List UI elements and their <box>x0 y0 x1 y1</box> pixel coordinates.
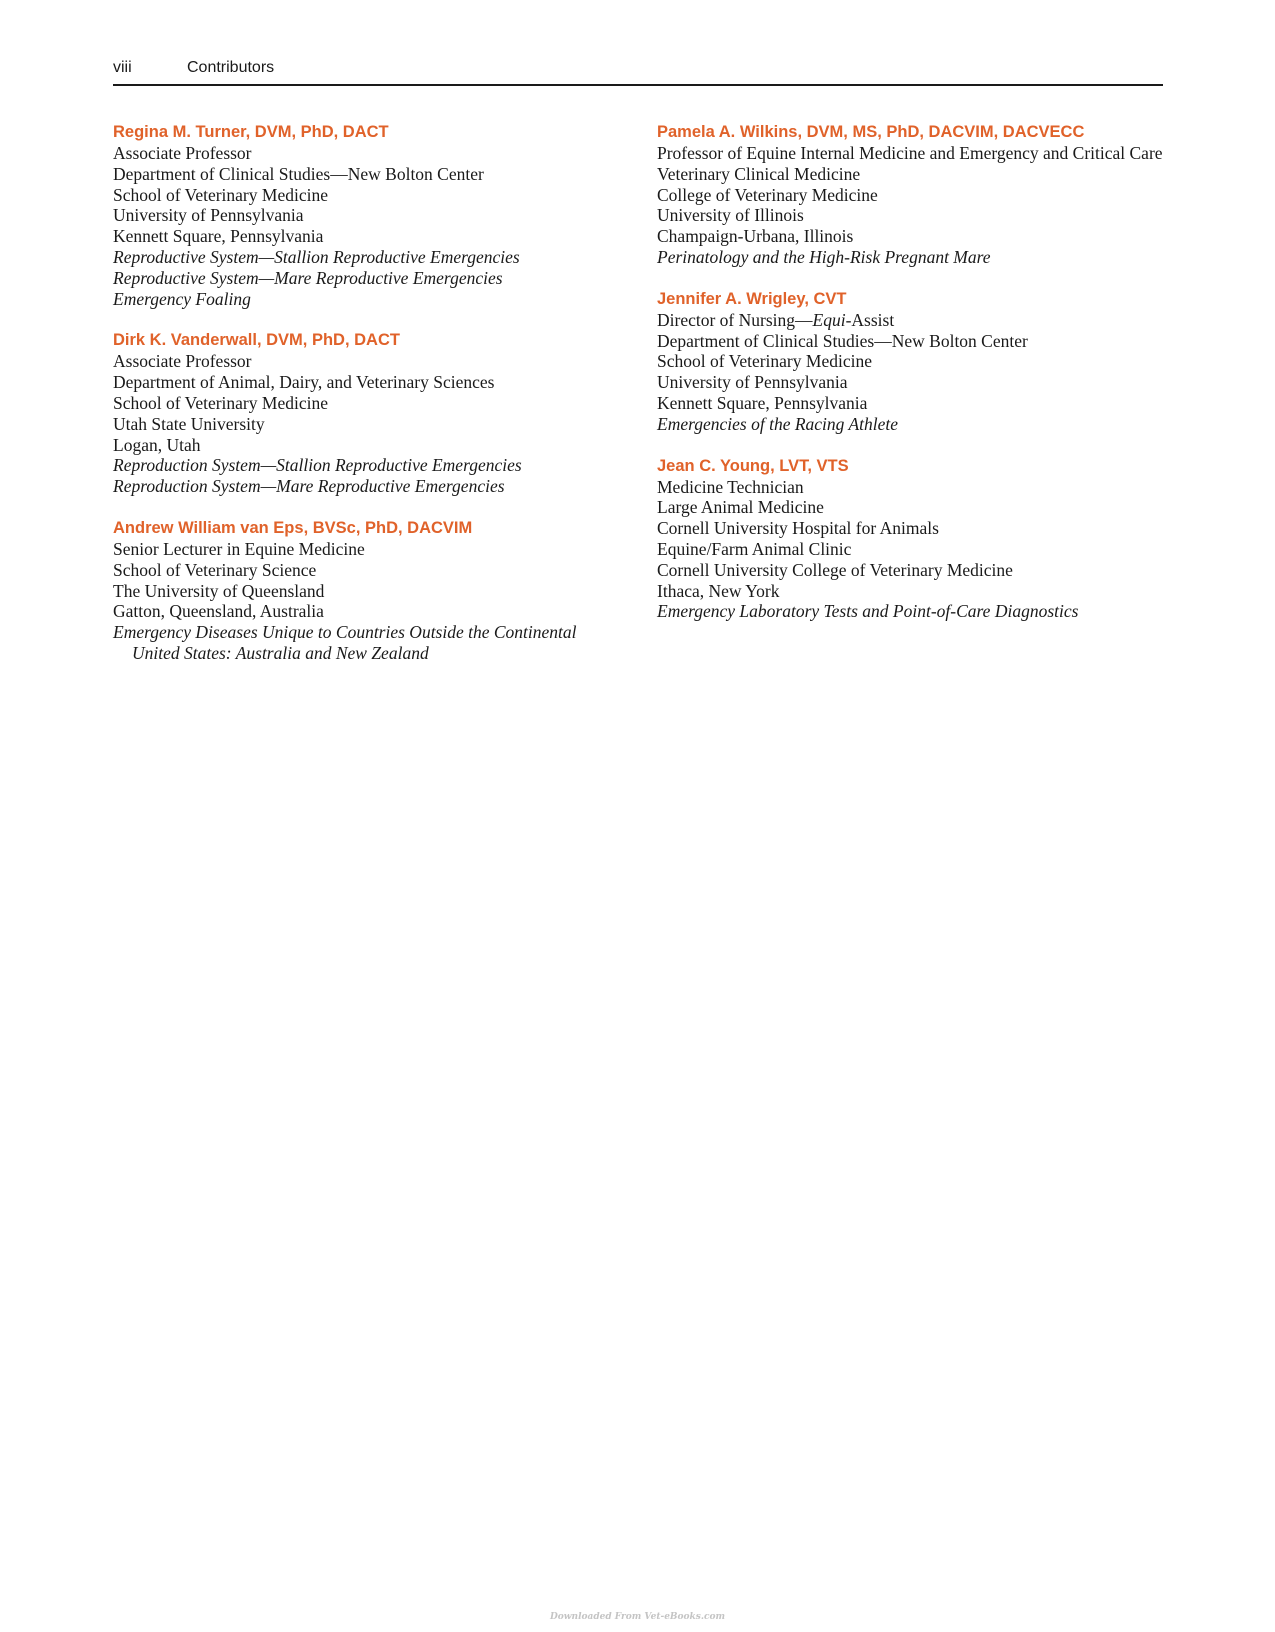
affiliation-line: Department of Clinical Studies—New Bolton Center <box>113 163 484 184</box>
affiliation-line: Equine/Farm Animal Clinic <box>657 538 852 559</box>
contributor-entry <box>657 289 1167 435</box>
affiliation-line: Veterinary Clinical Medicine <box>657 163 861 184</box>
affiliation-line: Kennett Square, Pennsylvania <box>113 226 324 247</box>
chapter-title: Perinatology and the High-Risk Pregnant Mare <box>657 246 991 267</box>
affiliation-line: Cornell University College of Veterinary Medicine <box>657 559 1013 580</box>
contributor-entry <box>657 456 1167 623</box>
download-watermark: Downloaded From Vet-eBooks.com <box>550 1612 725 1622</box>
affiliation-line: Associate Professor <box>113 351 252 372</box>
contributor-name: Jennifer A. Wrigley, CVT <box>657 289 847 308</box>
affiliation-line: University of Pennsylvania <box>657 372 848 393</box>
contributor-name: Pamela A. Wilkins, DVM, MS, PhD, DACVIM, DACVECC <box>657 123 1085 141</box>
affiliation-line: Gatton, Queensland, Australia <box>113 601 324 622</box>
contributor-entry <box>113 330 623 497</box>
right-column <box>657 122 1167 643</box>
affiliation-line: Kennett Square, Pennsylvania <box>657 392 868 413</box>
affiliation-line: School of Veterinary Medicine <box>113 184 328 205</box>
affiliation-line: University of Illinois <box>657 205 804 226</box>
chapter-title: Reproduction System—Mare Reproductive Emergencies <box>113 476 505 497</box>
contributor-name: Andrew William van Eps, BVSc, PhD, DACVIM <box>113 518 473 537</box>
contributor-name: Regina M. Turner, DVM, PhD, DACT <box>113 123 389 141</box>
chapter-title: Emergency Laboratory Tests and Point-of-Care Diagnostics <box>657 601 1079 622</box>
job-title-prefix: Director of Nursing— <box>657 309 813 330</box>
running-head <box>113 57 1163 86</box>
affiliation-line: Department of Clinical Studies—New Bolton Center <box>657 330 1028 351</box>
affiliation-line: Champaign-Urbana, Illinois <box>657 226 854 247</box>
contributor-entry <box>113 518 623 664</box>
chapter-title: Reproductive System—Mare Reproductive Emergencies <box>113 267 503 288</box>
affiliation-line: School of Veterinary Medicine <box>657 351 872 372</box>
job-title-suffix: -Assist <box>845 309 895 330</box>
chapter-title: Emergency Diseases Unique to Countries Outside the Continental United States: Australia and New Zealand <box>113 622 577 663</box>
affiliation-line: Logan, Utah <box>113 434 201 455</box>
chapter-title: Emergencies of the Racing Athlete <box>657 413 899 434</box>
page-number: viii <box>113 59 132 76</box>
chapter-title: Emergency Foaling <box>113 288 251 309</box>
affiliation-line: University of Pennsylvania <box>113 205 304 226</box>
affiliation-line: Ithaca, New York <box>657 580 780 601</box>
affiliation-line: School of Veterinary Medicine <box>113 392 328 413</box>
affiliation-line: Associate Professor <box>113 143 252 163</box>
contributor-entry <box>113 122 623 309</box>
affiliation-line: College of Veterinary Medicine <box>657 184 878 205</box>
affiliation-line: Professor of Equine Internal Medicine and Emergency and Critical Care <box>657 143 1163 163</box>
section-title: Contributors <box>187 59 275 76</box>
chapter-title: Reproductive System—Stallion Reproductive Emergencies <box>113 246 520 267</box>
contributor-name: Dirk K. Vanderwall, DVM, PhD, DACT <box>113 331 400 350</box>
affiliation-line: Department of Animal, Dairy, and Veterinary Sciences <box>113 372 495 393</box>
job-title-italic: Equi <box>812 309 846 330</box>
affiliation-line: Large Animal Medicine <box>657 497 824 518</box>
affiliation-line: Cornell University Hospital for Animals <box>657 518 939 539</box>
chapter-title: Reproduction System—Stallion Reproductive Emergencies <box>113 455 522 476</box>
affiliation-line: Medicine Technician <box>657 476 804 497</box>
contributor-entry <box>657 122 1167 268</box>
affiliation-line: Senior Lecturer in Equine Medicine <box>113 538 365 559</box>
affiliation-line: The University of Queensland <box>113 580 325 601</box>
affiliation-line: Utah State University <box>113 413 265 434</box>
job-title-line <box>657 310 1167 331</box>
contributor-name: Jean C. Young, LVT, VTS <box>657 456 849 475</box>
left-column <box>113 122 623 685</box>
affiliation-line: School of Veterinary Science <box>113 559 317 580</box>
